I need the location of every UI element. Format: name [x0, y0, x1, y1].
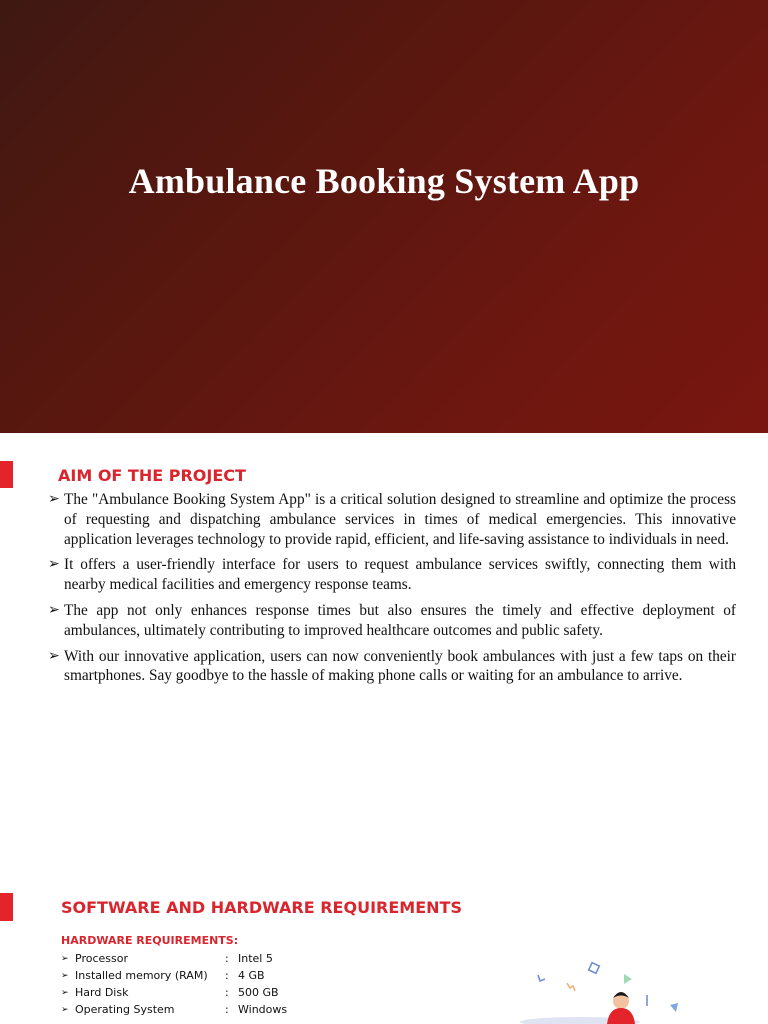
section-accent-bar: [0, 893, 13, 921]
arrowhead-bullet-icon: ➢: [61, 953, 69, 964]
requirement-label: Installed memory (RAM): [75, 969, 208, 982]
arrowhead-bullet-icon: ➢: [48, 491, 60, 507]
arrowhead-bullet-icon: ➢: [61, 1004, 69, 1015]
aim-bullet-list: [48, 490, 736, 692]
table-row: [61, 967, 287, 984]
bullet-text: The "Ambulance Booking System App" is a critical solution designed to streamline and optimize the process of requesting and dispatching ambulance services in times of medical emergencies. This innovative application leverages technology to provide rapid, efficient, and life-saving assistance to individuals in need.: [64, 491, 736, 548]
table-row: [61, 950, 287, 967]
requirement-value: 500 GB: [238, 986, 279, 999]
requirement-separator: :: [225, 969, 229, 982]
confetti-icon: [589, 963, 600, 974]
arrowhead-bullet-icon: ➢: [61, 970, 69, 981]
presentation-title: Ambulance Booking System App: [128, 161, 640, 201]
arrowhead-bullet-icon: ➢: [61, 987, 69, 998]
hardware-requirements-heading: HARDWARE REQUIREMENTS:: [61, 934, 239, 947]
requirement-label: Hard Disk: [75, 986, 129, 999]
arrowhead-bullet-icon: ➢: [48, 601, 60, 618]
aim-heading: AIM OF THE PROJECT: [58, 466, 246, 485]
arrowhead-bullet-icon: ➢: [48, 647, 60, 664]
person-celebration-illustration: [500, 950, 700, 1024]
requirement-label: Operating System: [75, 1003, 175, 1016]
section-accent-bar: [0, 461, 13, 488]
requirement-value: Windows: [238, 1003, 288, 1016]
title-slide: [0, 0, 768, 433]
hardware-requirements-table: [61, 950, 287, 1018]
requirement-label: Processor: [75, 952, 128, 965]
requirement-separator: :: [225, 1003, 229, 1016]
bullet-text: The app not only enhances response times but also ensures the timely and effective deployment of ambulances, ultimately contributing to improved healthcare outcomes and public safety.: [64, 601, 736, 639]
list-item: [48, 601, 736, 641]
table-row: [61, 1001, 287, 1018]
list-item: [48, 555, 736, 595]
requirement-value: 4 GB: [238, 969, 265, 982]
requirement-separator: :: [225, 986, 229, 999]
confetti-icon: [624, 974, 632, 984]
arrowhead-bullet-icon: ➢: [48, 556, 60, 573]
confetti-icon: [538, 975, 545, 981]
table-row: [61, 984, 287, 1001]
list-item: [48, 490, 736, 549]
requirement-separator: :: [225, 952, 229, 965]
bullet-text: With our innovative application, users can now conveniently book ambulances with just a few taps on their smartphones. Say goodbye to the hassle of making phone calls or waiting for an ambulance to arrive.: [64, 647, 736, 685]
requirement-value: Intel 5: [238, 952, 273, 965]
bullet-text: It offers a user-friendly interface for users to request ambulance services swiftly, connecting them with nearby medical facilities and emergency response teams.: [64, 556, 736, 594]
confetti-icon: [567, 983, 575, 991]
list-item: [48, 647, 736, 687]
requirements-heading: SOFTWARE AND HARDWARE REQUIREMENTS: [61, 898, 462, 917]
confetti-icon: [670, 1003, 678, 1012]
person-body: [607, 1008, 635, 1024]
